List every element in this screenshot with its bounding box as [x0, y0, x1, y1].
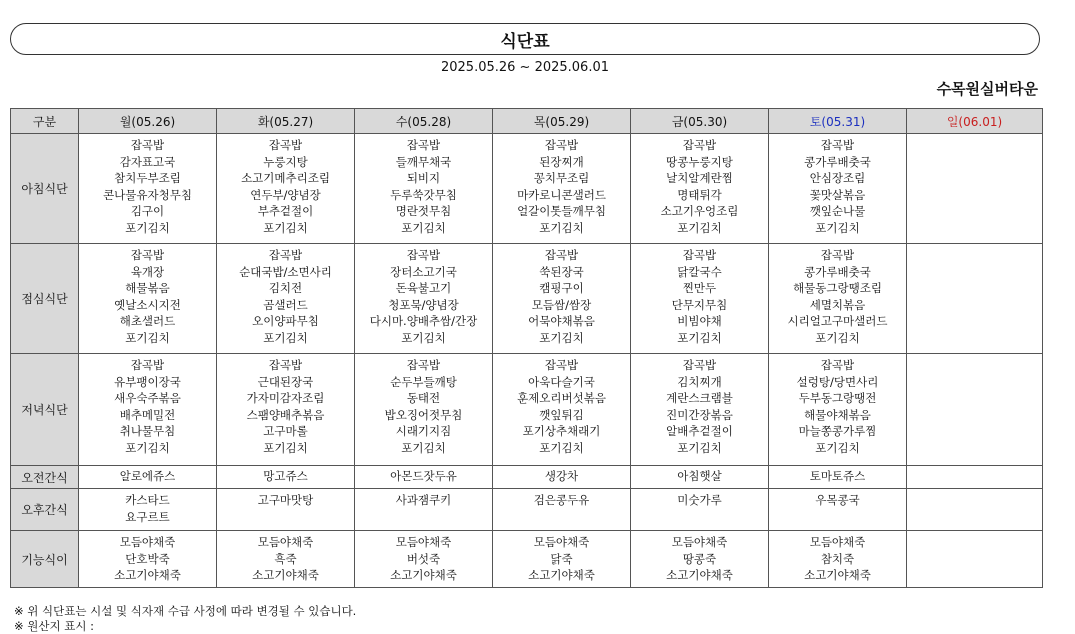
- menu-item: 단호박죽: [125, 551, 170, 566]
- menu-item: 콘나물유자청무침: [103, 187, 192, 202]
- menu-item: 요구르트: [125, 509, 170, 524]
- menu-item: 잡곡밥: [682, 248, 717, 262]
- menu-item: 훈제오리버섯볶음: [517, 391, 606, 406]
- menu-item: 해물동그랑땡조림: [793, 281, 882, 296]
- menu-item: 배추메밀전: [119, 407, 176, 422]
- menu-item: 다시마.양배추쌈/간장: [369, 314, 478, 329]
- menu-item: 장터소고기국: [390, 264, 457, 279]
- menu-cell: [79, 489, 217, 531]
- menu-item: 검은콩두유: [533, 493, 590, 507]
- menu-item: 시리얼고구마샐러드: [787, 314, 888, 329]
- menu-table: [10, 108, 1043, 588]
- menu-item: 꽁치무조림: [533, 171, 590, 186]
- menu-cell: [631, 354, 769, 466]
- menu-item: 된장찌개: [539, 154, 584, 169]
- menu-item: 생강차: [544, 469, 579, 483]
- menu-item: 깻잎튀김: [539, 407, 584, 422]
- menu-item: 잡곡밥: [406, 138, 441, 152]
- menu-cell: [79, 466, 217, 489]
- meal-label: 오전간식: [11, 466, 79, 489]
- menu-item: 아침햇살: [677, 469, 722, 483]
- menu-item: 포기김치: [401, 330, 446, 345]
- menu-cell: [907, 354, 1043, 466]
- menu-item: 옛날소시지전: [114, 297, 181, 312]
- menu-item: 잡곡밥: [544, 248, 579, 262]
- menu-cell: [493, 244, 631, 354]
- menu-cell: [79, 354, 217, 466]
- menu-item: 해물야채볶음: [804, 407, 871, 422]
- menu-item: 청포묵/양념장: [388, 297, 459, 312]
- menu-item: 콩가루배춧국: [804, 154, 871, 169]
- menu-item: 포기김치: [815, 220, 860, 235]
- menu-item: 땅콩누룽지탕: [666, 154, 733, 169]
- menu-item: 토마토쥬스: [809, 469, 866, 483]
- meal-label: 아침식단: [11, 134, 79, 244]
- menu-item: 어묵야채볶음: [528, 314, 595, 329]
- menu-item: 모듬야채죽: [533, 535, 590, 549]
- menu-item: 잡곡밥: [682, 138, 717, 152]
- menu-cell: [493, 466, 631, 489]
- facility-name: 수목원실버타운: [936, 80, 1038, 98]
- menu-item: 포기김치: [263, 440, 308, 455]
- menu-cell: [79, 134, 217, 244]
- note-line: ※ 원산지 표시 :: [14, 619, 95, 633]
- menu-item: 잡곡밥: [820, 138, 855, 152]
- menu-item: 포기김치: [125, 440, 170, 455]
- menu-item: 잡곡밥: [820, 358, 855, 372]
- menu-item: 모듬야채죽: [671, 535, 728, 549]
- note-line: ※ 위 식단표는 시설 및 식자재 수급 사정에 따라 변경될 수 있습니다.: [14, 604, 357, 618]
- meal-label: 저녁식단: [11, 354, 79, 466]
- menu-cell: [907, 531, 1043, 588]
- menu-item: 가자미감자조림: [246, 391, 325, 406]
- menu-item: 참치죽: [820, 551, 855, 566]
- menu-item: 모듬야채죽: [119, 535, 176, 549]
- menu-item: 비빔야채: [677, 314, 722, 329]
- menu-item: 마늘쫑콩가루찜: [798, 424, 877, 439]
- menu-item: 설렁탕/당면사리: [796, 374, 879, 389]
- menu-item: 잡곡밥: [820, 248, 855, 262]
- menu-item: 근대된장국: [257, 374, 314, 389]
- menu-item: 포기김치: [539, 440, 584, 455]
- menu-item: 카스타드: [125, 493, 170, 507]
- header-corner: 구분: [11, 109, 79, 134]
- menu-cell: [907, 244, 1043, 354]
- menu-item: 단무지무침: [671, 297, 728, 312]
- menu-item: 곰샐러드: [263, 297, 308, 312]
- menu-cell: [493, 354, 631, 466]
- menu-item: 얼갈이톳들깨무침: [517, 204, 606, 219]
- menu-item: 알배추겉절이: [666, 424, 733, 439]
- menu-cell: [631, 134, 769, 244]
- menu-item: 포기김치: [539, 220, 584, 235]
- menu-cell: [217, 354, 355, 466]
- menu-item: 해물볶음: [125, 281, 170, 296]
- menu-item: 깻잎순나물: [809, 204, 866, 219]
- menu-item: 흑죽: [274, 551, 297, 566]
- menu-item: 모듬야채죽: [809, 535, 866, 549]
- menu-item: 참치두부조림: [114, 171, 181, 186]
- menu-item: 소고기야채죽: [390, 568, 457, 583]
- menu-item: 모듬쌈/쌈장: [531, 297, 592, 312]
- menu-item: 날치알계란찜: [666, 171, 733, 186]
- menu-item: 포기김치: [125, 220, 170, 235]
- menu-item: 잡곡밥: [130, 248, 165, 262]
- menu-item: 포기김치: [401, 220, 446, 235]
- menu-item: 오이양파무침: [252, 314, 319, 329]
- menu-cell: [79, 531, 217, 588]
- menu-item: 두루쑥갓무침: [390, 187, 457, 202]
- menu-item: 포기김치: [815, 440, 860, 455]
- menu-cell: [631, 531, 769, 588]
- menu-item: 땅콩죽: [682, 551, 717, 566]
- menu-cell: [907, 489, 1043, 531]
- menu-cell: [355, 354, 493, 466]
- menu-cell: [217, 134, 355, 244]
- menu-item: 잡곡밥: [130, 138, 165, 152]
- header-day-mon: 월(05.26): [79, 109, 217, 134]
- menu-item: 취나물무침: [119, 424, 176, 439]
- menu-item: 계란스크램블: [666, 391, 733, 406]
- menu-item: 닭칼국수: [677, 264, 722, 279]
- menu-item: 버섯죽: [406, 551, 441, 566]
- menu-item: 소고기야채죽: [114, 568, 181, 583]
- menu-item: 닭죽: [550, 551, 573, 566]
- menu-item: 잡곡밥: [268, 138, 303, 152]
- menu-item: 모듬야채죽: [257, 535, 314, 549]
- menu-item: 알로에쥬스: [119, 469, 176, 483]
- menu-item: 소고기우엉조림: [660, 204, 739, 219]
- menu-item: 동태전: [406, 391, 441, 406]
- menu-item: 시래기지짐: [395, 424, 452, 439]
- menu-item: 미숫가루: [677, 493, 722, 507]
- menu-item: 김구이: [130, 204, 165, 219]
- menu-item: 캠핑구이: [539, 281, 584, 296]
- menu-item: 소고기메추리조림: [241, 171, 330, 186]
- meal-label: 오후간식: [11, 489, 79, 531]
- menu-cell: [355, 531, 493, 588]
- menu-item: 잡곡밥: [268, 358, 303, 372]
- menu-item: 소고기야채죽: [804, 568, 871, 583]
- meal-row: [11, 531, 1043, 588]
- menu-cell: [355, 466, 493, 489]
- menu-item: 모듬야채죽: [395, 535, 452, 549]
- menu-item: 되비지: [406, 171, 441, 186]
- menu-cell: [493, 489, 631, 531]
- menu-item: 새우숙주볶음: [114, 391, 181, 406]
- header-row: [11, 109, 1043, 134]
- menu-item: 포기김치: [539, 330, 584, 345]
- menu-cell: [907, 466, 1043, 489]
- menu-body: [11, 134, 1043, 588]
- menu-cell: [769, 466, 907, 489]
- menu-item: 연두부/양념장: [250, 187, 321, 202]
- menu-cell: [769, 489, 907, 531]
- meal-row: [11, 354, 1043, 466]
- meal-row: [11, 134, 1043, 244]
- menu-cell: [769, 244, 907, 354]
- menu-item: 소고기야채죽: [528, 568, 595, 583]
- menu-item: 아몬드잣두유: [390, 469, 457, 483]
- menu-item: 잡곡밥: [682, 358, 717, 372]
- menu-item: 아욱다슬기국: [528, 374, 595, 389]
- menu-item: 포기김치: [263, 330, 308, 345]
- menu-item: 망고쥬스: [263, 469, 308, 483]
- menu-item: 포기김치: [815, 330, 860, 345]
- menu-item: 고구마맛탕: [257, 493, 314, 507]
- menu-cell: [631, 489, 769, 531]
- menu-item: 포기상추채래기: [522, 424, 601, 439]
- menu-item: 찐만두: [682, 281, 717, 296]
- menu-item: 스팸양배추볶음: [246, 407, 325, 422]
- menu-item: 사과잼쿠키: [395, 493, 452, 507]
- menu-cell: [217, 531, 355, 588]
- menu-cell: [355, 489, 493, 531]
- menu-item: 포기김치: [677, 440, 722, 455]
- menu-cell: [355, 244, 493, 354]
- menu-item: 감자표고국: [119, 154, 176, 169]
- menu-title: [10, 23, 1040, 55]
- menu-item: 세멸치볶음: [809, 297, 866, 312]
- menu-cell: [355, 134, 493, 244]
- menu-period: 2025.05.26 ~ 2025.06.01: [440, 60, 610, 75]
- menu-item: 김치찌개: [677, 374, 722, 389]
- menu-item: 진미간장볶음: [666, 407, 733, 422]
- menu-item: 명태튀각: [677, 187, 722, 202]
- menu-item: 꽃맛살볶음: [809, 187, 866, 202]
- menu-item: 두부동그랑땡전: [798, 391, 877, 406]
- menu-item: 포기김치: [677, 330, 722, 345]
- menu-cell: [493, 134, 631, 244]
- menu-item: 부추겉절이: [257, 204, 314, 219]
- meal-row: [11, 244, 1043, 354]
- menu-item: 잡곡밥: [544, 138, 579, 152]
- menu-cell: [907, 134, 1043, 244]
- menu-item: 잡곡밥: [268, 248, 303, 262]
- menu-cell: [769, 531, 907, 588]
- menu-item: 안심장조림: [809, 171, 866, 186]
- menu-cell: [217, 244, 355, 354]
- meal-row: [11, 489, 1043, 531]
- menu-item: 돈육불고기: [395, 281, 452, 296]
- menu-item: 명란젓무침: [395, 204, 452, 219]
- menu-cell: [631, 466, 769, 489]
- menu-item: 잡곡밥: [544, 358, 579, 372]
- menu-item: 소고기야채죽: [666, 568, 733, 583]
- menu-item: 유부팽이장국: [114, 374, 181, 389]
- menu-title-text: 식단표: [500, 31, 550, 52]
- menu-item: 소고기야채죽: [252, 568, 319, 583]
- header-day-sat: 토(05.31): [769, 109, 907, 134]
- menu-item: 포기김치: [125, 330, 170, 345]
- menu-cell: [769, 134, 907, 244]
- menu-cell: [493, 531, 631, 588]
- menu-item: 쑥된장국: [539, 264, 584, 279]
- meal-label: 점심식단: [11, 244, 79, 354]
- menu-item: 순두부들깨탕: [390, 374, 457, 389]
- header-day-fri: 금(05.30): [631, 109, 769, 134]
- header-day-thu: 목(05.29): [493, 109, 631, 134]
- meal-label: 기능식이: [11, 531, 79, 588]
- menu-item: 포기김치: [263, 220, 308, 235]
- menu-cell: [631, 244, 769, 354]
- header-day-wed: 수(05.28): [355, 109, 493, 134]
- meal-row: [11, 466, 1043, 489]
- menu-item: 우목콩국: [815, 493, 860, 507]
- menu-item: 김치전: [268, 281, 303, 296]
- menu-item: 해초샐러드: [119, 314, 176, 329]
- menu-cell: [769, 354, 907, 466]
- menu-cell: [79, 244, 217, 354]
- menu-item: 포기김치: [401, 440, 446, 455]
- menu-item: 마카로니콘샐러드: [517, 187, 606, 202]
- menu-item: 고구마롤: [263, 424, 308, 439]
- notes: [14, 604, 356, 634]
- menu-item: 들깨무채국: [395, 154, 452, 169]
- menu-item: 누룽지탕: [263, 154, 308, 169]
- menu-item: 순대국밥/소면사리: [239, 264, 332, 279]
- menu-item: 잡곡밥: [406, 358, 441, 372]
- menu-item: 잡곡밥: [406, 248, 441, 262]
- menu-item: 포기김치: [677, 220, 722, 235]
- menu-cell: [217, 466, 355, 489]
- header-day-sun: 일(06.01): [907, 109, 1043, 134]
- menu-item: 밥오징어젓무침: [384, 407, 463, 422]
- menu-item: 콩가루배춧국: [804, 264, 871, 279]
- header-day-tue: 화(05.27): [217, 109, 355, 134]
- menu-item: 잡곡밥: [130, 358, 165, 372]
- menu-cell: [217, 489, 355, 531]
- menu-item: 육개장: [130, 264, 165, 279]
